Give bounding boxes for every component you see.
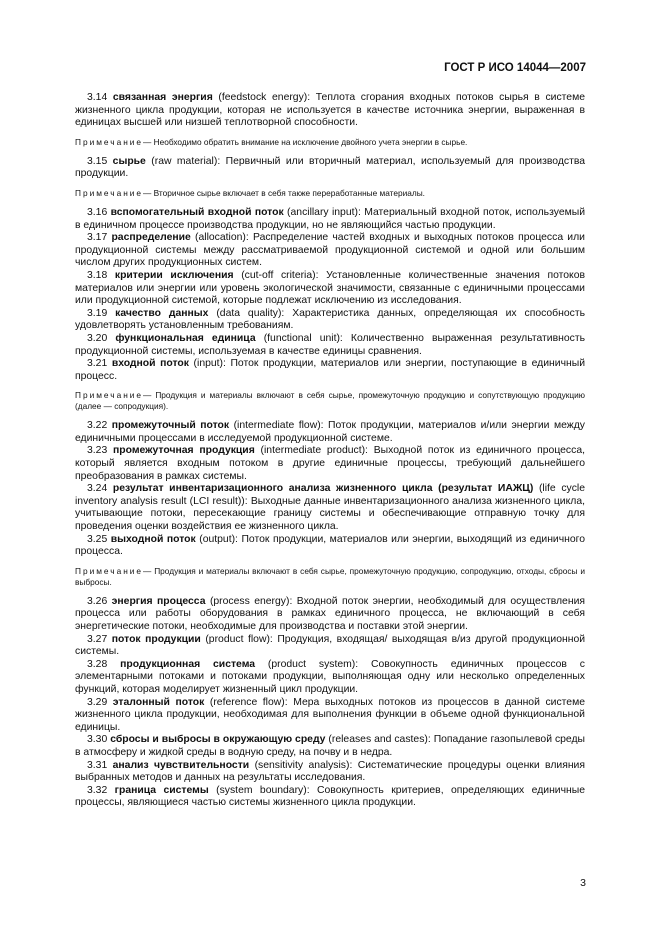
note xyxy=(75,390,585,412)
term: качество данных xyxy=(115,307,209,319)
definition-text: Поток продукции, материалов и/или энергии между единичными процессами в исследуемой продукционной системе. xyxy=(75,420,585,444)
definition-text: Теплота сгорания входных потоков сырья в системе жизненного цикла продукции, которая не используется в качестве источника энергии, выраженная в единицах высшей или низшей теплотворной способности. xyxy=(75,92,585,129)
english-term: (feedstock energy): xyxy=(218,92,311,103)
term: выходной поток xyxy=(110,533,196,545)
english-term: (intermediate flow): xyxy=(233,420,324,432)
term: сырье xyxy=(112,155,146,167)
english-term: (product system): xyxy=(267,658,359,670)
term: поток продукции xyxy=(111,633,201,645)
definition-entry xyxy=(75,308,585,333)
entry-number: 3.28 xyxy=(87,658,108,670)
english-term: (raw material): xyxy=(151,155,221,167)
definition-entry xyxy=(75,333,585,358)
definition-text: Поток продукции, материалов или энергии, выходящий из единичного процесса. xyxy=(75,533,586,558)
english-term: (releases and castes): xyxy=(328,734,431,746)
term: продукционная система xyxy=(120,658,256,670)
definition-entry xyxy=(75,232,585,270)
definition-text: Количественно выраженная результативность продукционной системы, используемая в качестве единицы сравнения. xyxy=(75,332,586,357)
english-term: (product flow): xyxy=(205,633,273,645)
definition-text: Установленные количественные значения потоков материалов или энергии или уровень экологической значимости, связанные с единичными процессами или продукционной системой, которые подлежат исключению из исследования. xyxy=(75,269,586,307)
definition-text: Входной поток энергии, необходимый для осуществления процесса или работы оборудования в рамках единичного процесса, не включающий в себя энергетические потоки, необходимые для производства и поставки этой энергии. xyxy=(75,595,585,632)
english-term: (input): xyxy=(193,358,226,370)
english-term: (intermediate product): xyxy=(260,445,368,457)
note-label: Примечание xyxy=(75,390,144,401)
entry-number: 3.14 xyxy=(87,92,108,103)
definition-text: Продукция, входящая/ выходящая в/из другой продукционной системы. xyxy=(75,633,586,658)
note-text: — Вторичное сырье включает в себя также переработанные материалы. xyxy=(143,187,425,198)
term: анализ чувствительности xyxy=(112,759,250,771)
definition-entry xyxy=(75,596,585,634)
english-term: (cut-off criteria): xyxy=(241,269,319,281)
entry-number: 3.21 xyxy=(87,358,108,370)
definition-entry xyxy=(75,358,585,383)
definition-entry xyxy=(75,634,585,659)
term: граница системы xyxy=(114,784,209,796)
definition-text: Поток продукции, материалов или энергии, поступающие в единичный процесс. xyxy=(75,358,586,382)
english-term: (ancillary input): xyxy=(287,206,361,218)
term: результат инвентаризационного анализа жизненного цикла (результат ИАЖЦ) xyxy=(112,483,534,495)
definition-text: Мера выходных потоков из процессов в данной системе жизненного цикла продукции, необходимая для выполнения функции в объеме одной функциональной единицы. xyxy=(75,696,585,733)
definition-entry xyxy=(75,420,585,445)
page-number: 3 xyxy=(580,877,586,889)
entry-number: 3.20 xyxy=(87,332,108,344)
note-label: Примечание xyxy=(75,565,144,576)
definition-entry xyxy=(75,785,585,810)
term: промежуточная продукция xyxy=(113,445,255,457)
note xyxy=(75,566,585,588)
entry-number: 3.24 xyxy=(87,483,108,495)
definition-text: Выходные данные инвентаризационного анализа жизненного цикла, учитывающие потоки, пересекающие границу системы и обеспечивающие отправную точку для проведения оценки воздействия ее жизненного цикла. xyxy=(75,495,586,533)
entry-number: 3.17 xyxy=(87,232,108,244)
term: вспомогательный входной поток xyxy=(110,206,284,218)
entry-number: 3.22 xyxy=(87,420,108,432)
english-term: (sensitivity analysis): xyxy=(254,759,353,771)
term: энергия процесса xyxy=(111,595,206,607)
definition-text: Распределение частей входных и выходных потоков процесса или продукционной системы между рассматриваемой продукционной системой и одной или большим числом других продукционных систем. xyxy=(75,232,585,269)
definition-text: Совокупность единичных процессов с элементарными потоками и потоками продукции, выполняющая одну или несколько определенных функций, которая моделирует жизненный цикл продукции. xyxy=(75,658,586,695)
entry-number: 3.26 xyxy=(87,595,108,607)
note-label: Примечание xyxy=(75,187,144,198)
note xyxy=(75,137,585,148)
entry-number: 3.19 xyxy=(87,307,108,319)
term: критерии исключения xyxy=(114,269,234,281)
definition-text: Систематические процедуры оценки влияния выбранных методов и данных на результаты исследования. xyxy=(75,759,585,784)
entry-number: 3.23 xyxy=(87,445,108,457)
english-term: (output): xyxy=(199,533,238,545)
definition-entry xyxy=(75,659,585,697)
entry-number: 3.29 xyxy=(87,696,108,708)
definition-entry xyxy=(75,156,585,181)
definition-entry xyxy=(75,483,585,533)
entry-number: 3.18 xyxy=(87,269,108,281)
definition-entry xyxy=(75,445,585,483)
document-header: ГОСТ Р ИСО 14044—2007 xyxy=(444,62,586,74)
term: связанная энергия xyxy=(112,92,213,103)
english-term: (life cycle inventory analysis result (LCI result)): xyxy=(75,483,585,507)
note-text: — Продукция и материалы включают в себя сырье, промежуточную продукцию и сопутствующую продукцию (далее — сопродукция). xyxy=(75,390,585,412)
term: входной поток xyxy=(111,358,189,370)
entry-number: 3.25 xyxy=(87,533,108,545)
definition-entry xyxy=(75,734,585,759)
english-term: (system boundary): xyxy=(216,784,310,796)
english-term: (reference flow): xyxy=(209,696,288,708)
definition-entry xyxy=(75,207,585,232)
definition-entry xyxy=(75,92,585,130)
english-term: (allocation): xyxy=(195,232,249,244)
term: функциональная единица xyxy=(115,332,256,344)
definition-text: Характеристика данных, определяющая их способность удовлетворять установленным требованиям. xyxy=(75,307,586,332)
entry-number: 3.16 xyxy=(87,206,108,218)
entry-number: 3.30 xyxy=(87,734,108,746)
term: промежуточный поток xyxy=(111,420,230,432)
note-text: — Продукция и материалы включают в себя сырье, промежуточную продукцию, сопродукцию, отходы, сбросы и выбросы. xyxy=(75,565,585,587)
definition-entry xyxy=(75,270,585,308)
english-term: (process energy): xyxy=(209,595,293,607)
entry-number: 3.27 xyxy=(87,633,108,645)
entry-number: 3.31 xyxy=(87,759,108,771)
english-term: (functional unit): xyxy=(263,332,343,344)
definition-text: Материальный входной поток, используемый в единичном процессе производства продукции, но не являющийся частью продукции. xyxy=(75,206,586,231)
definition-text: Совокупность критериев, определяющих единичные процессы, являющиеся частью системы жизненного цикла продукции. xyxy=(75,784,586,809)
note-text: — Необходимо обратить внимание на исключение двойного учета энергии в сырье. xyxy=(143,136,468,147)
definition-text: Выходной поток из единичного процесса, который является входным потоком в другие единичные процессы, требующий дальнейшего преобразования в рамках системы. xyxy=(75,445,585,482)
entry-number: 3.15 xyxy=(87,155,108,167)
definition-entry xyxy=(75,534,585,559)
term: сбросы и выбросы в окружающую среду xyxy=(110,734,326,746)
note xyxy=(75,188,585,199)
definition-entry xyxy=(75,697,585,735)
term: распределение xyxy=(111,232,191,244)
entry-number: 3.32 xyxy=(87,784,108,796)
definition-text: Попадание газопылевой среды в атмосферу и жидкой среды в водную среду, на почву и в недра. xyxy=(75,734,586,758)
definition-text: Первичный или вторичный материал, используемый для производства продукции. xyxy=(75,155,586,180)
note-label: Примечание xyxy=(75,136,144,147)
term: эталонный поток xyxy=(112,696,205,708)
definition-entry xyxy=(75,760,585,785)
english-term: (data quality): xyxy=(216,307,285,319)
document-body xyxy=(75,92,585,810)
